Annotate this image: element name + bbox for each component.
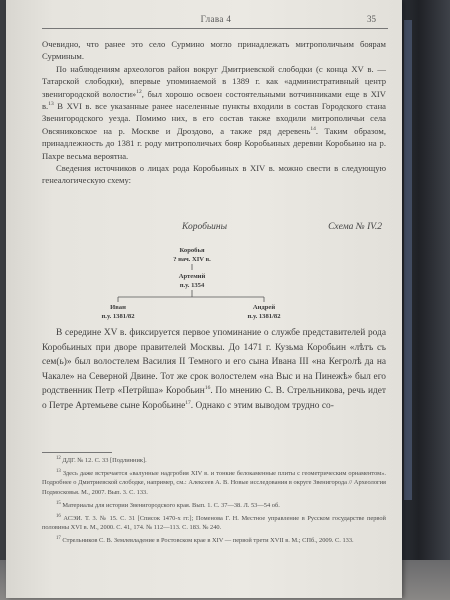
footnote-ref[interactable]: 17 (185, 399, 191, 406)
footnote: $^{12}$ ДДГ. № 12. С. 33 [Подлинник]. (56, 455, 147, 464)
footnote: $^{16}$ АСЭИ. Т. 3. № 15. С. 31 [Список 1470-х гг.]; Поменова Г. Н. Местное управление в Русском государстве первой половины XVI в. М., 2000. С. 41, 174. № 112—113. С. 183. № 240. (42, 513, 386, 532)
body-text-bottom (42, 326, 386, 414)
footnote-ref[interactable]: 14 (310, 125, 316, 132)
footnote: $^{17}$ Стрельников С. В. Землевладение в Ростовском крае в XIV — первой трети XVII в. М.; СПб., 2009. С. 133. (56, 536, 354, 545)
footnote-ref[interactable]: 12 (136, 88, 142, 95)
footnote: $^{13}$ Здесь даже встречается «валунные надгробия XIV в. и тонкие белокаменные плиты с геометрическим орнаментом». Подробнее о Дмитриевской слободке, например, см.: Алексеев А. В. Новые исследования в округе Звенигорода // Археология Подмосковья. М., 2007. Вып. 3. С. 133. (42, 469, 386, 496)
spine-strip (404, 20, 412, 500)
node-left-date: п.у. 1381/82 (101, 313, 135, 320)
paragraph: Сведения источников о лицах рода Коробьиных в XIV в. можно свести в следующую генеалогическую схему: (42, 163, 386, 186)
node-root-name: Коробья (179, 247, 205, 254)
scheme-title: Коробьины (182, 222, 228, 232)
book-spine-edge (398, 0, 450, 600)
chapter-title: Глава 4 (200, 14, 232, 24)
paragraph: Очевидно, что ранее это село Сурмино могло принадлежать митрополичьим боярам Сурминым. (42, 39, 386, 62)
footnote: $^{15}$ Материалы для истории Звенигородского края. Вып. 1. С. 37—38. Л. 53—54 об. (56, 500, 280, 509)
paragraph: По наблюдениям археологов район вокруг Дмитриевской слободки (с конца XV в. — Татарской слободки), впервые упоминаемой в 1389 г. как «административный центр звенигородской волости»$^{12}$, был хорошо освоен состоятельными вотчинниками еще в XIV в.$^{13}$ В XVI в. все указанные ранее населенные пункты входили в состав Городского стана Звенигородского уезда. Помимо них, в его состав также входили митрополичьи села Овсяниковское на р. Москве и Дроздово, а также ряд деревень$^{14}$. Таким образом, принадлежность до 1381 г. роду митрополичьих бояр Коробьиных деревни Коробьино на р. Пахре весьма вероятна. (42, 63, 386, 161)
node-child-name: Артемий (178, 273, 206, 280)
footnote-rule (42, 452, 112, 453)
book-page (6, 0, 402, 598)
page-number: 35 (367, 14, 376, 24)
node-child-date: п.у. 1354 (179, 282, 205, 289)
node-root-date: ? нач. XIV в. (173, 256, 211, 263)
node-right-date: п.у. 1381/82 (247, 313, 281, 320)
footnote-ref[interactable]: 13 (48, 101, 54, 108)
footnotes (42, 456, 386, 550)
node-right-name: Андрей (252, 304, 276, 311)
paragraph: В середине XV в. фиксируется первое упоминание о службе представителей рода Коробьиных при дворе правителей Москвы. До 1471 г. Кузьма Коробьин «лѣтъ съ сем(ь)» был волостелем Василия II Темного и его сына Ивана III «на Кегролѣ да на Чакале» на Северной Двине. Тот же срок волостелем «на Выс и на Пинежѣ» был его родственник Петр «Петрйша» Коробьин$^{16}$. По мнению С. В. Стрельникова, речь идет о Петре Артемьеве сыне Коробьине$^{17}$. Однако с этим выводом трудно со- (42, 328, 386, 411)
scheme-number: Схема № IV.2 (328, 222, 382, 232)
footnote-ref[interactable]: 16 (204, 385, 211, 392)
node-left-name: Иван (110, 304, 126, 311)
